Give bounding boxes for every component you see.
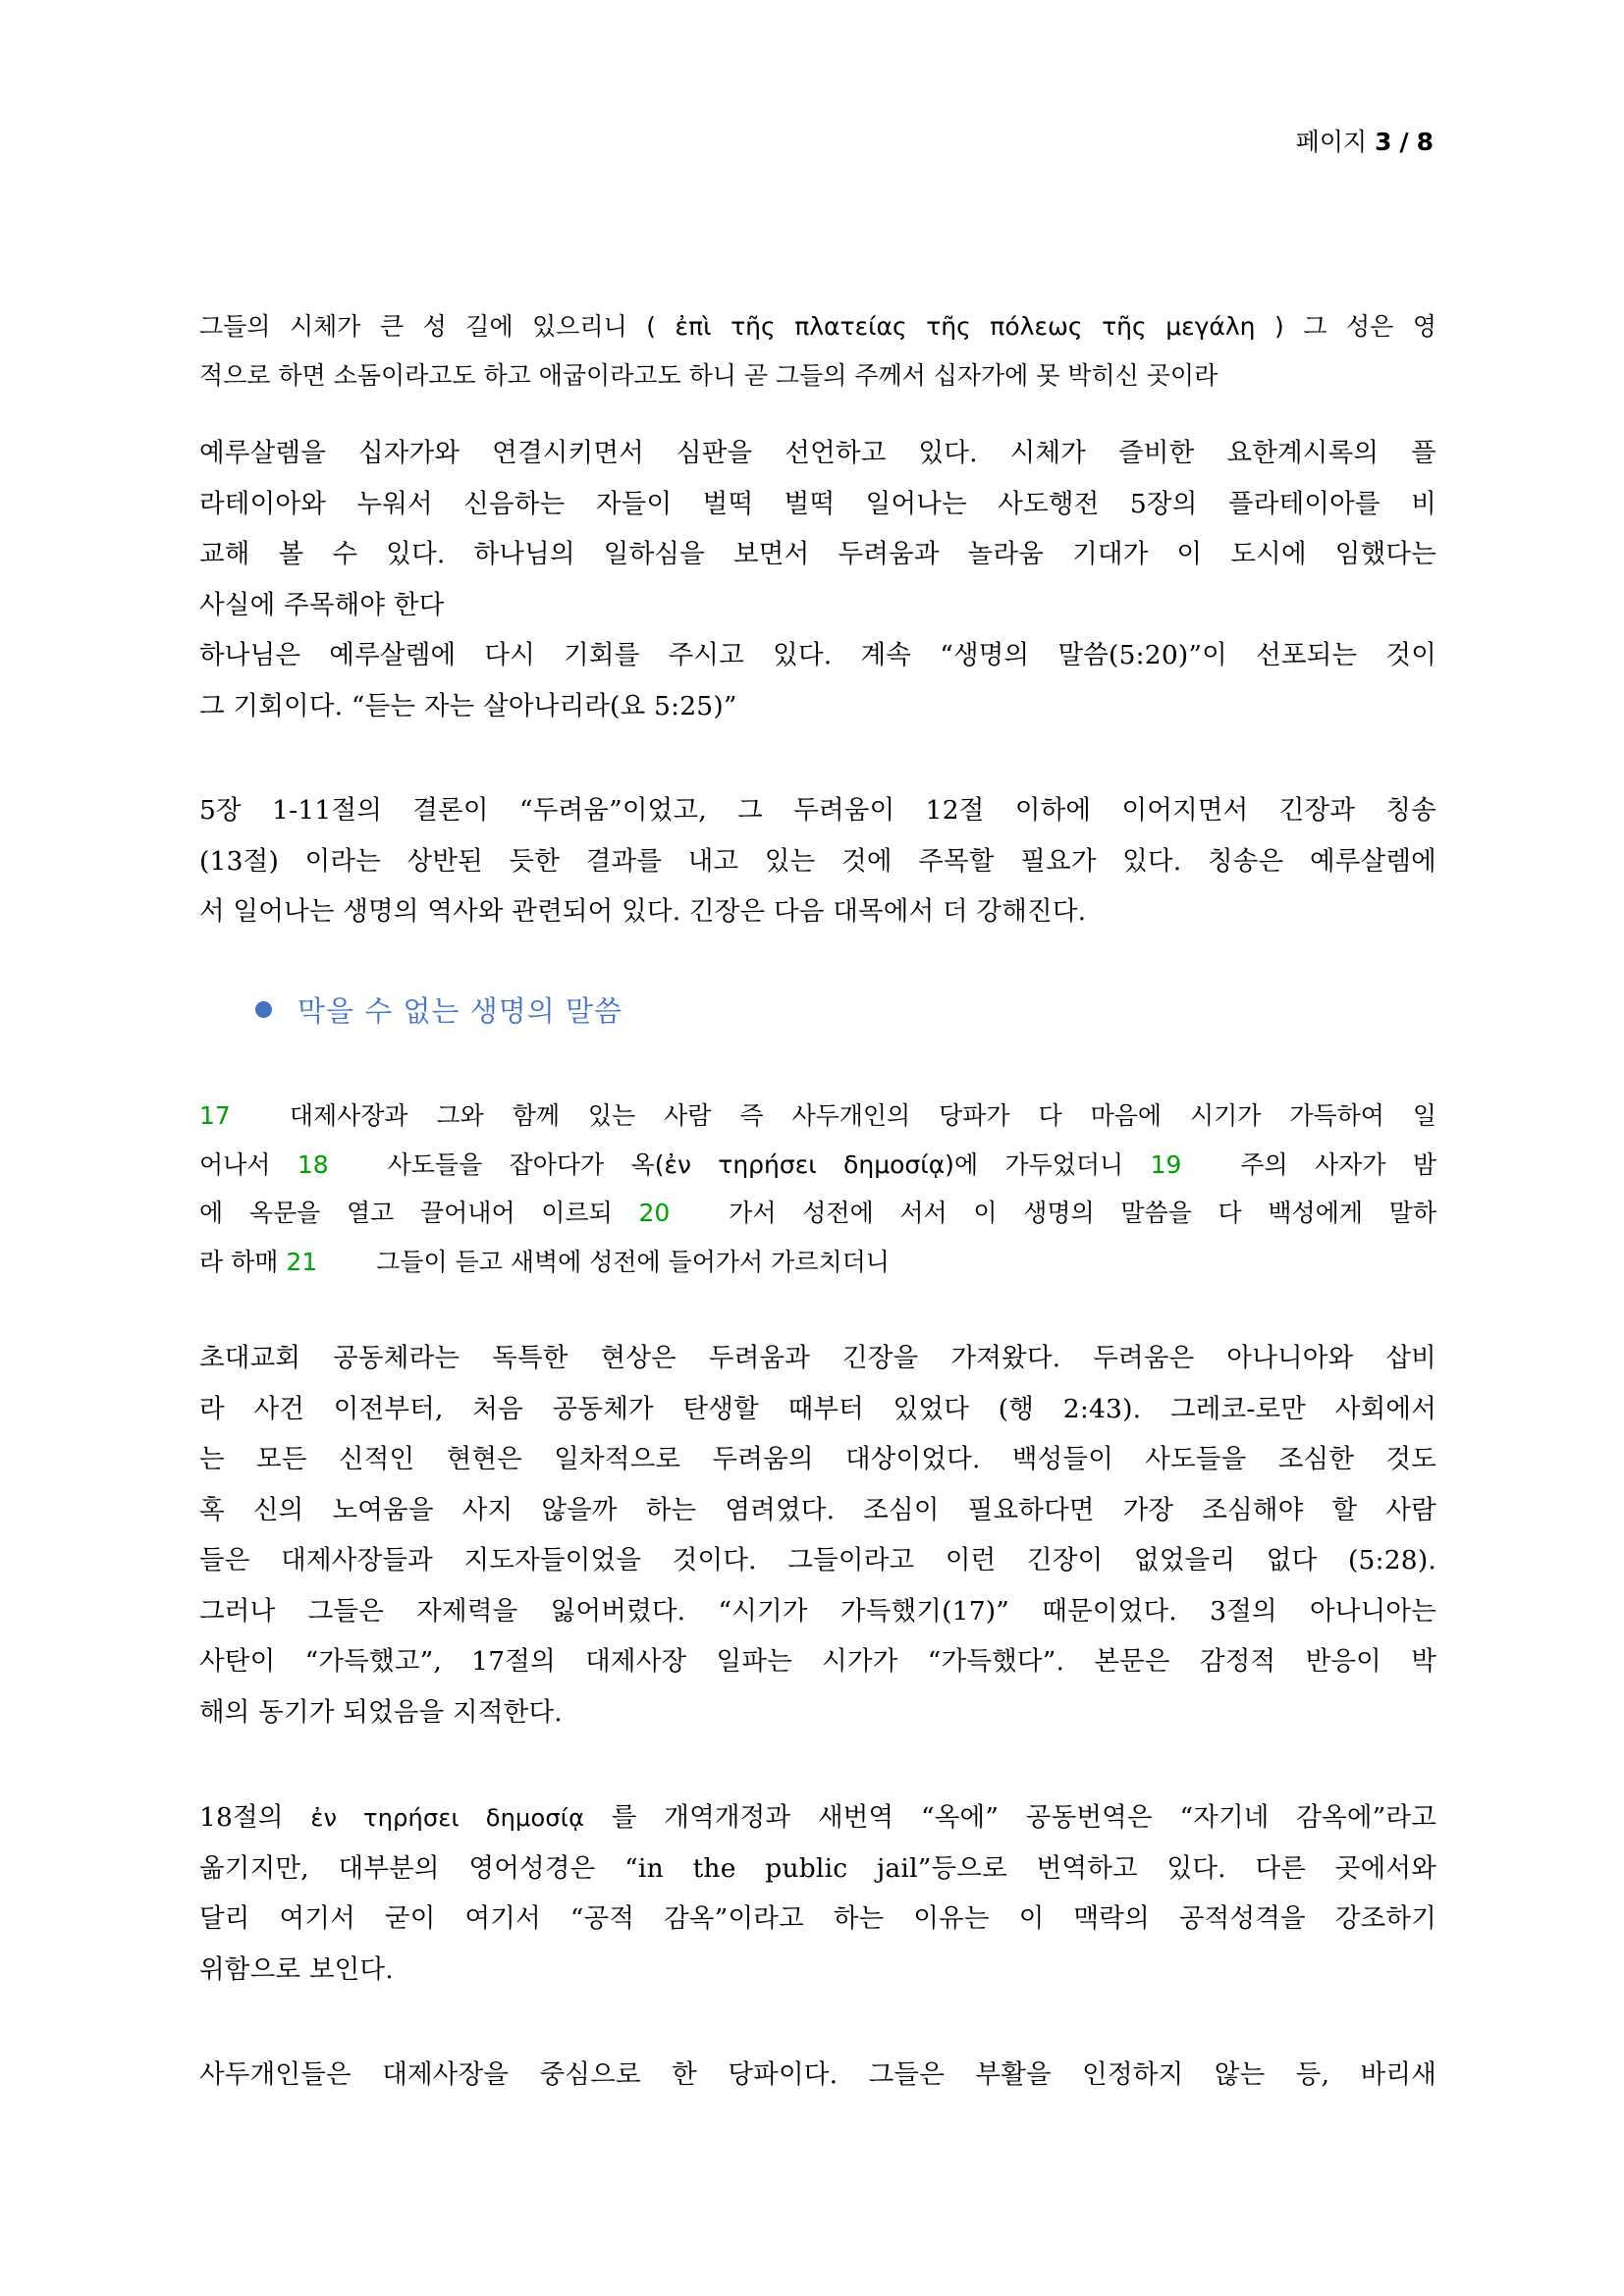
text-segment: 를 개역개정과 새번역 “옥에” 공동번역은 “자기네 감옥에”라고 [584,1802,1436,1833]
page-current: 3 [1375,128,1392,156]
page-separator: / [1399,128,1409,156]
verse-text: 그들이 듣고 새벽에 성전에 들어가서 가르치더니 [376,1247,890,1276]
section-heading [255,989,623,1030]
text-line: 하나님은 예루살렘에 다시 기회를 주시고 있다. 계속 “생명의 말씀(5:20)”이 선포되는 것이 [199,640,1436,670]
text-line: 그러나 그들은 자제력을 잃어버렸다. “시기가 가득했기(17)” 때문이었다. 3절의 아나니아는 [199,1595,1436,1627]
page-header [1178,123,1434,158]
verse-number: 17 [199,1101,231,1130]
text-line: 위함으로 보인다. [199,1953,394,1985]
paragraph-sadducees [199,2050,1436,2101]
greek-phrase: ἐν τηρήσει δημοσίᾳ [310,1804,585,1832]
text-line: 그들의 시체가 큰 성 길에 있으리니 ( ἐπὶ τῆς πλατείας τῆς πόλεως τῆς μεγάλη ) 그 성은 영 [199,312,1436,341]
text-line: 해의 동기가 되었음을 지적한다. [199,1696,563,1728]
text-line [199,1792,1436,1843]
paragraph-fear-tension [199,785,1436,937]
verse-text: 가서 성전에 서서 이 생명의 말씀을 다 백성에게 말하 [729,1199,1436,1227]
text-line: 사실에 주목해야 한다 [199,589,445,620]
text-line: 초대교회 공동체라는 독특한 현상은 두려움과 긴장을 가져왔다. 두려움은 아나니아와 삽비 [199,1343,1436,1373]
verse-number: 19 [1150,1149,1182,1179]
text-line: (13절) 이라는 상반된 듯한 결과를 내고 있는 것에 주목할 필요가 있다. 칭송은 예루살렘에 [199,845,1436,877]
text-line [199,1141,1436,1190]
text-line: 5장 1-11절의 결론이 “두려움”이었고, 그 두려움이 12절 이하에 이어지면서 긴장과 칭송 [199,795,1436,826]
text-line: 서 일어나는 생명의 역사와 관련되어 있다. 긴장은 다음 대목에서 더 강해진다. [199,896,1087,927]
text-line: 라 사건 이전부터, 처음 공동체가 탄생할 때부터 있었다 (행 2:43). 그레코-로만 사회에서 [199,1393,1436,1424]
text-line: 혹 신의 노여움을 사지 않을까 하는 염려였다. 조심이 필요하다면 가장 조심해야 할 사람 [199,1494,1436,1525]
text-line: 사두개인들은 대제사장을 중심으로 한 당파이다. 그들은 부활을 인정하지 않는 등, 바리새 [199,2059,1436,2090]
section-heading-text: 막을 수 없는 생명의 말씀 [298,994,623,1028]
text-line: 사탄이 “가득했고”, 17절의 대제사장 일파는 시가가 “가득했다”. 본문은 감정적 반응이 박 [199,1646,1436,1677]
text-line [199,1238,1436,1287]
text-line: 적으로 하면 소돔이라고도 하고 애굽이라고도 하니 곧 그들의 주께서 십자가에 못 박히신 곳이라 [199,360,1218,390]
paragraph-early-church [199,1333,1436,1737]
verse-number: 21 [286,1247,318,1276]
paragraph-public-jail [199,1792,1436,1995]
paragraph-verse-quote [199,302,1436,400]
text-line: 라테이아와 누워서 신음하는 자들이 벌떡 벌떡 일어나는 사도행전 5장의 플라테이아를 비 [199,488,1436,519]
page-total: 8 [1416,128,1434,156]
bullet-dot-icon [255,1001,272,1018]
verse-number: 20 [638,1199,671,1227]
paragraph-jerusalem-judgment [199,428,1436,731]
verse-text: 라 하매 [199,1247,279,1276]
scripture-passage [199,1092,1436,1286]
text-line: 교해 볼 수 있다. 하나님의 일하심을 보면서 두려움과 놀라움 기대가 이 도시에 임했다는 [199,539,1436,569]
verse-text: 어나서 [199,1149,271,1179]
text-line: 들은 대제사장들과 지도자들이었을 것이다. 그들이라고 이런 긴장이 없었을리 없다 (5:28). [199,1545,1436,1575]
text-line: 예루살렘을 십자가와 연결시키면서 심판을 선언하고 있다. 시체가 즐비한 요한계시록의 플 [199,438,1436,468]
verse-text: 주의 사자가 밤 [1240,1149,1436,1179]
text-line: 달리 여기서 굳이 여기서 “공적 감옥”이라고 하는 이유는 이 맥락의 공적성격을 강조하기 [199,1903,1436,1934]
text-line [199,1189,1436,1238]
page-label: 페이지 [1295,128,1368,156]
verse-number: 18 [297,1149,329,1179]
text-line: 는 모든 신적인 현현은 일차적으로 두려움의 대상이었다. 백성들이 사도들을 조심한 것도 [199,1444,1436,1474]
text-line [199,1092,1436,1141]
text-line: 옮기지만, 대부분의 영어성경은 “in the public jail”등으로 번역하고 있다. 다른 곳에서와 [199,1852,1436,1884]
verse-text: 대제사장과 그와 함께 있는 사람 즉 사두개인의 당파가 다 마음에 시기가 가득하여 일 [289,1101,1436,1130]
text-segment: 18절의 [199,1802,311,1833]
verse-text: 사도들을 잡아다가 옥(ἐν τηρήσει δημοσίᾳ)에 가두었더니 [387,1149,1124,1179]
text-line: 그 기회이다. “듣는 자는 살아나리라(요 5:25)” [199,690,737,721]
verse-text: 에 옥문을 열고 끌어내어 이르되 [199,1199,613,1227]
